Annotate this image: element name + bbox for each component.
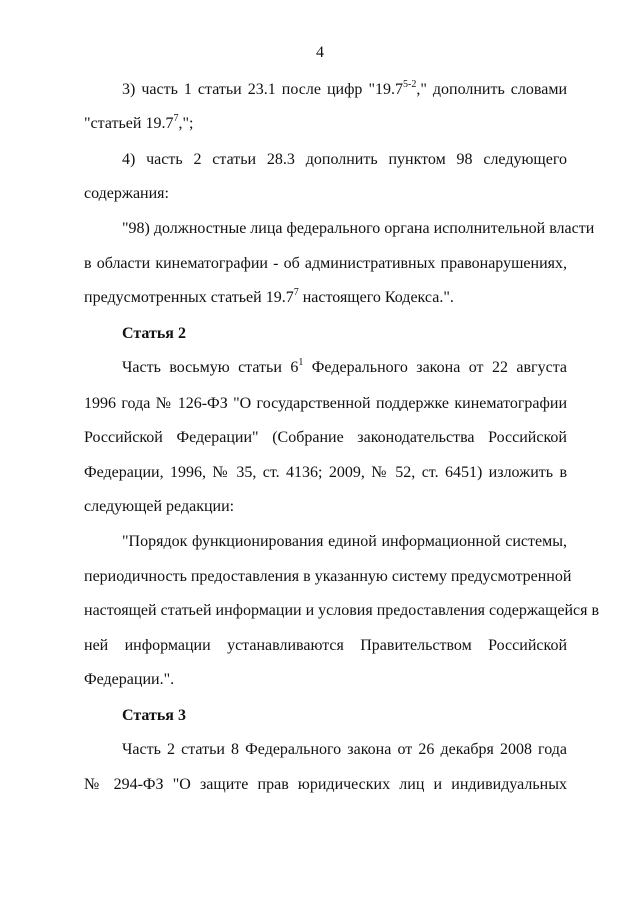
article2-line2: 1996 года № 126-ФЗ "О государственной поддержке кинематографии [84, 395, 567, 412]
item98-line3-text-after: настоящего Кодекса.". [298, 289, 454, 306]
quote-line5: Федерации.". [84, 671, 175, 688]
quote-line3: настоящей статьей информации и условия предоставления содержащейся в [84, 602, 600, 619]
article3-line2: № 294-ФЗ "О защите прав юридических лиц и индивидуальных [84, 776, 567, 793]
item3-line2-text: "статьей 19.7 [84, 115, 174, 132]
article2-line1-sup: 1 [298, 357, 304, 368]
item3-line2-sup: 7 [173, 113, 179, 124]
item3-line1-text-after: ," дополнить словами [416, 81, 567, 98]
article3-line1: Часть 2 статьи 8 Федерального закона от 26 декабря 2008 года [122, 741, 567, 758]
quote-line4: ней информации устанавливаются Правительством Российской [84, 637, 567, 654]
item3-line1 [122, 80, 567, 100]
item98-line3 [84, 288, 567, 308]
item3-line1-text: 3) часть 1 статьи 23.1 после цифр "19.7 [122, 81, 403, 98]
quote-line2: периодичность предоставления в указанную систему предусмотренной [84, 568, 572, 585]
page-number: 4 [316, 44, 324, 61]
article2-line1 [122, 358, 567, 378]
item3-line2-text-after: ,"; [178, 115, 194, 132]
article2-line1-text-after: Федерального закона от 22 августа [303, 359, 567, 376]
item98-line2: в области кинематографии - об административных правонарушениях, [84, 255, 567, 272]
item98-line3-text: предусмотренных статьей 19.7 [84, 289, 294, 306]
article2-line3: Российской Федерации" (Собрание законодательства Российской [84, 429, 567, 446]
item3-line1-sup: 5-2 [402, 79, 417, 90]
item3-line2 [84, 114, 567, 134]
article3-heading: Статья 3 [122, 707, 186, 724]
item4-line2: содержания: [84, 185, 169, 202]
article2-heading: Статья 2 [122, 325, 186, 342]
article2-line4: Федерации, 1996, № 35, ст. 4136; 2009, № 52, ст. 6451) изложить в [84, 464, 567, 481]
article2-line5: следующей редакции: [84, 498, 235, 515]
quote-line1: "Порядок функционирования единой информационной системы, [122, 533, 567, 550]
item4-line1: 4) часть 2 статьи 28.3 дополнить пунктом 98 следующего [122, 151, 567, 168]
item98-line1: "98) должностные лица федерального органа исполнительной власти [122, 220, 595, 237]
article2-line1-text: Часть восьмую статьи 6 [122, 359, 299, 376]
item98-line3-sup: 7 [293, 287, 299, 298]
